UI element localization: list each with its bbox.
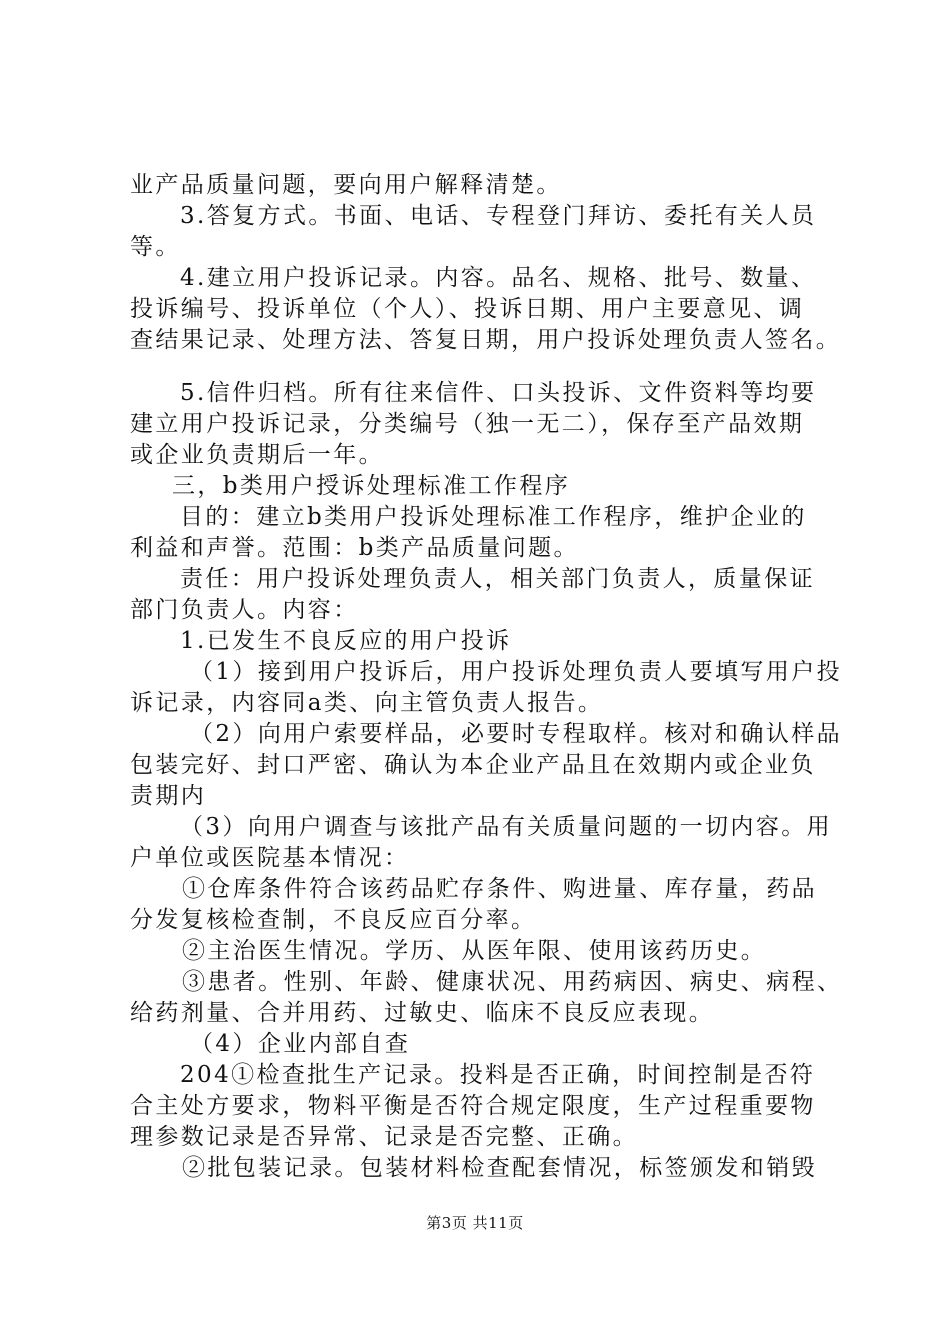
text-line: 5.信件归档。所有往来信件、口头投诉、文件资料等均要: [180, 380, 817, 406]
text-line: 4.建立用户投诉记录。内容。品名、规格、批号、数量、: [180, 265, 817, 291]
text-line: 建立用户投诉记录，分类编号（独一无二），保存至产品效期: [130, 411, 805, 437]
text-line: （1）接到用户投诉后，用户投诉处理负责人要填写用户投: [190, 659, 843, 685]
text-line: 投诉编号、投诉单位（个人）、投诉日期、用户主要意见、调: [130, 296, 805, 322]
text-line: 目的：建立b类用户投诉处理标准工作程序，维护企业的: [180, 504, 807, 530]
text-line: ③患者。性别、年龄、健康状况、用药病因、病史、病程、: [182, 969, 843, 995]
text-line: 部门负责人。内容：: [130, 597, 359, 623]
text-line: （3）向用户调查与该批产品有关质量问题的一切内容。用: [180, 814, 833, 840]
text-line: 204①检查批生产记录。投料是否正确，时间控制是否符: [180, 1062, 816, 1088]
text-line: 理参数记录是否异常、记录是否完整、正确。: [130, 1124, 638, 1150]
text-line: 业产品质量问题，要向用户解释清楚。: [130, 172, 562, 198]
text-line: ②主治医生情况。学历、从医年限、使用该药历史。: [182, 938, 767, 964]
text-line: 包装完好、封口严密、确认为本企业产品且在效期内或企业负: [130, 752, 816, 778]
text-line: 3.答复方式。书面、电话、专程登门拜访、委托有关人员: [180, 203, 817, 229]
document-body: [130, 170, 850, 1184]
text-line: ①仓库条件符合该药品贮存条件、购进量、库存量，药品: [182, 876, 817, 902]
section-heading: 三，b类用户授诉处理标准工作程序: [172, 473, 571, 499]
text-line: 1.已发生不良反应的用户投诉: [180, 628, 512, 654]
text-line: 给药剂量、合并用药、过敏史、临床不良反应表现。: [130, 1000, 715, 1026]
text-line: 利益和声誉。范围：b类产品质量问题。: [130, 535, 579, 561]
text-line: （2）向用户索要样品，必要时专程取样。核对和确认样品: [190, 721, 843, 747]
page-number-footer: 第3页 共11页: [426, 1214, 524, 1232]
text-line: 查结果记录、处理方法、答复日期，用户投诉处理负责人签名。: [130, 327, 842, 353]
text-line: ②批包装记录。包装材料检查配套情况，标签颁发和销毁: [182, 1155, 817, 1181]
text-line: 责任：用户投诉处理负责人，相关部门负责人，质量保证: [180, 566, 815, 592]
text-line: 合主处方要求，物料平衡是否符合规定限度，生产过程重要物: [130, 1093, 816, 1119]
text-line: 责期内: [130, 783, 207, 809]
text-line: 户单位或医院基本情况：: [130, 845, 410, 871]
text-line: 等。: [130, 234, 181, 260]
text-line: 或企业负责期后一年。: [130, 442, 384, 468]
text-line: 诉记录，内容同a类、向主管负责人报告。: [130, 690, 604, 716]
text-line: （4）企业内部自查: [190, 1031, 411, 1057]
text-line: 分发复核检查制，不良反应百分率。: [130, 907, 537, 933]
paragraph-gap: [130, 356, 850, 378]
